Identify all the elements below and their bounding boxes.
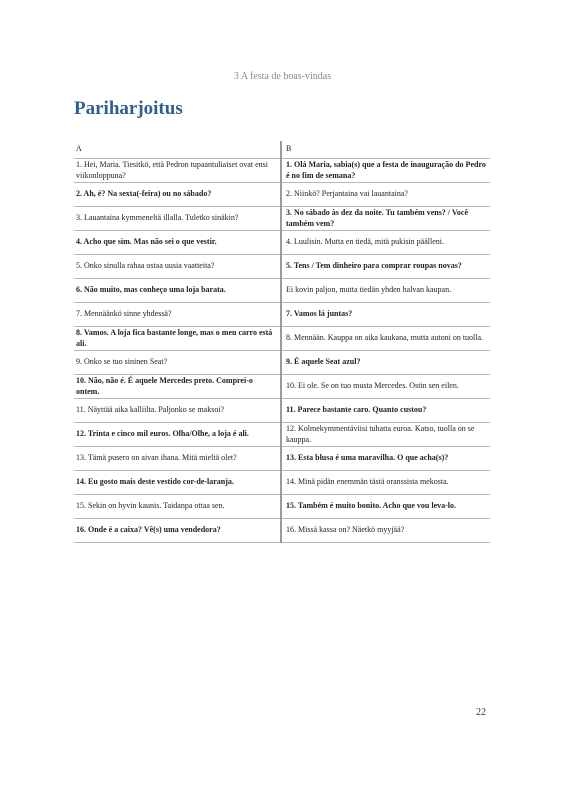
cell-column-b: 1. Olá Maria, sabia(s) que a festa de inauguração do Pedro é no fim de semana?	[281, 159, 490, 183]
cell-column-b: 10. Ei ole. Se on tuo musta Mercedes. Ostin sen eilen.	[281, 375, 490, 399]
cell-column-b: 14. Minä pidän enemmän tästä oranssista mekosta.	[281, 471, 490, 495]
cell-column-b: 7. Vamos lá juntas?	[281, 303, 490, 327]
cell-column-a: 1. Hei, Maria. Tiesitkö, että Pedron tupaantuliaiset ovat ensi viikonloppuna?	[74, 159, 281, 183]
cell-column-b: 11. Parece bastante caro. Quanto custou?	[281, 399, 490, 423]
table-row	[74, 399, 490, 423]
cell-column-b: 8. Mennään. Kauppa on aika kaukana, mutta autoni on tuolla.	[281, 327, 490, 351]
cell-column-a: 3. Lauantaina kymmeneltä illalla. Tuletko sinäkin?	[74, 207, 281, 231]
exercise-table	[74, 141, 490, 543]
table-row	[74, 207, 490, 231]
table-row	[74, 231, 490, 255]
cell-column-a: 14. Eu gosto mais deste vestido cor-de-laranja.	[74, 471, 281, 495]
table-row	[74, 183, 490, 207]
column-header-a: A	[74, 141, 281, 159]
table-row	[74, 351, 490, 375]
cell-column-a: 11. Näyttää aika kalliilta. Paljonko se maksoi?	[74, 399, 281, 423]
column-header-b: B	[281, 141, 490, 159]
cell-column-b: 15. Também é muito bonito. Acho que vou leva-lo.	[281, 495, 490, 519]
running-head: 3 A festa de boas-vindas	[233, 71, 332, 82]
cell-column-b: 2. Niinkö? Perjantaina vai lauantaina?	[281, 183, 490, 207]
cell-column-a: 5. Onko sinulla rahaa ostaa uusia vaatteita?	[74, 255, 281, 279]
cell-column-a: 2. Ah, é? Na sexta(-feira) ou no sábado?	[74, 183, 281, 207]
table-row	[74, 255, 490, 279]
cell-column-b: Ei kovin paljon, mutta tiedän yhden halvan kaupan.	[281, 279, 490, 303]
cell-column-b: 16. Missä kassa on? Näetkö myyjää?	[281, 519, 490, 543]
cell-column-a: 4. Acho que sim. Mas não sei o que vestir.	[74, 231, 281, 255]
table-row	[74, 471, 490, 495]
cell-column-b: 12. Kolmekymmentäviisi tuhatta euroa. Katso, tuolla on se kauppa.	[281, 423, 490, 447]
cell-column-b: 9. É aquele Seat azul?	[281, 351, 490, 375]
cell-column-a: 6. Não muito, mas conheço uma loja barata.	[74, 279, 281, 303]
cell-column-b: 3. No sábado às dez da noite. Tu também vens? / Você também vem?	[281, 207, 490, 231]
cell-column-a: 16. Onde é a caixa? Vê(s) uma vendedora?	[74, 519, 281, 543]
cell-column-a: 12. Trinta e cinco mil euros. Olha/Olhe, a loja é ali.	[74, 423, 281, 447]
cell-column-a: 7. Mennäänkö sinne yhdessä?	[74, 303, 281, 327]
cell-column-a: 8. Vamos. A loja fica bastante longe, mas o meu carro está ali.	[74, 327, 281, 351]
table-row	[74, 279, 490, 303]
cell-column-b: 5. Tens / Tem dinheiro para comprar roupas novas?	[281, 255, 490, 279]
cell-column-b: 13. Esta blusa é uma maravilha. O que acha(s)?	[281, 447, 490, 471]
table-row	[74, 423, 490, 447]
cell-column-a: 13. Tämä pusero on aivan ihana. Mitä mieltä olet?	[74, 447, 281, 471]
table-row	[74, 495, 490, 519]
cell-column-a: 10. Não, não é. É aquele Mercedes preto. Comprei-o ontem.	[74, 375, 281, 399]
table-row	[74, 375, 490, 399]
table-row	[74, 159, 490, 183]
table-row	[74, 327, 490, 351]
table-header-row	[74, 141, 490, 159]
cell-column-a: 9. Onko se tuo sininen Seat?	[74, 351, 281, 375]
section-title: Pariharjoitus	[74, 98, 183, 119]
table-body	[74, 159, 490, 543]
page-number: 22	[476, 707, 486, 718]
table-row	[74, 447, 490, 471]
cell-column-b: 4. Luulisin. Mutta en tiedä, mitä pukisin päälleni.	[281, 231, 490, 255]
cell-column-a: 15. Sekin on hyvin kaunis. Taidanpa ottaa sen.	[74, 495, 281, 519]
table-row	[74, 519, 490, 543]
table-row	[74, 303, 490, 327]
